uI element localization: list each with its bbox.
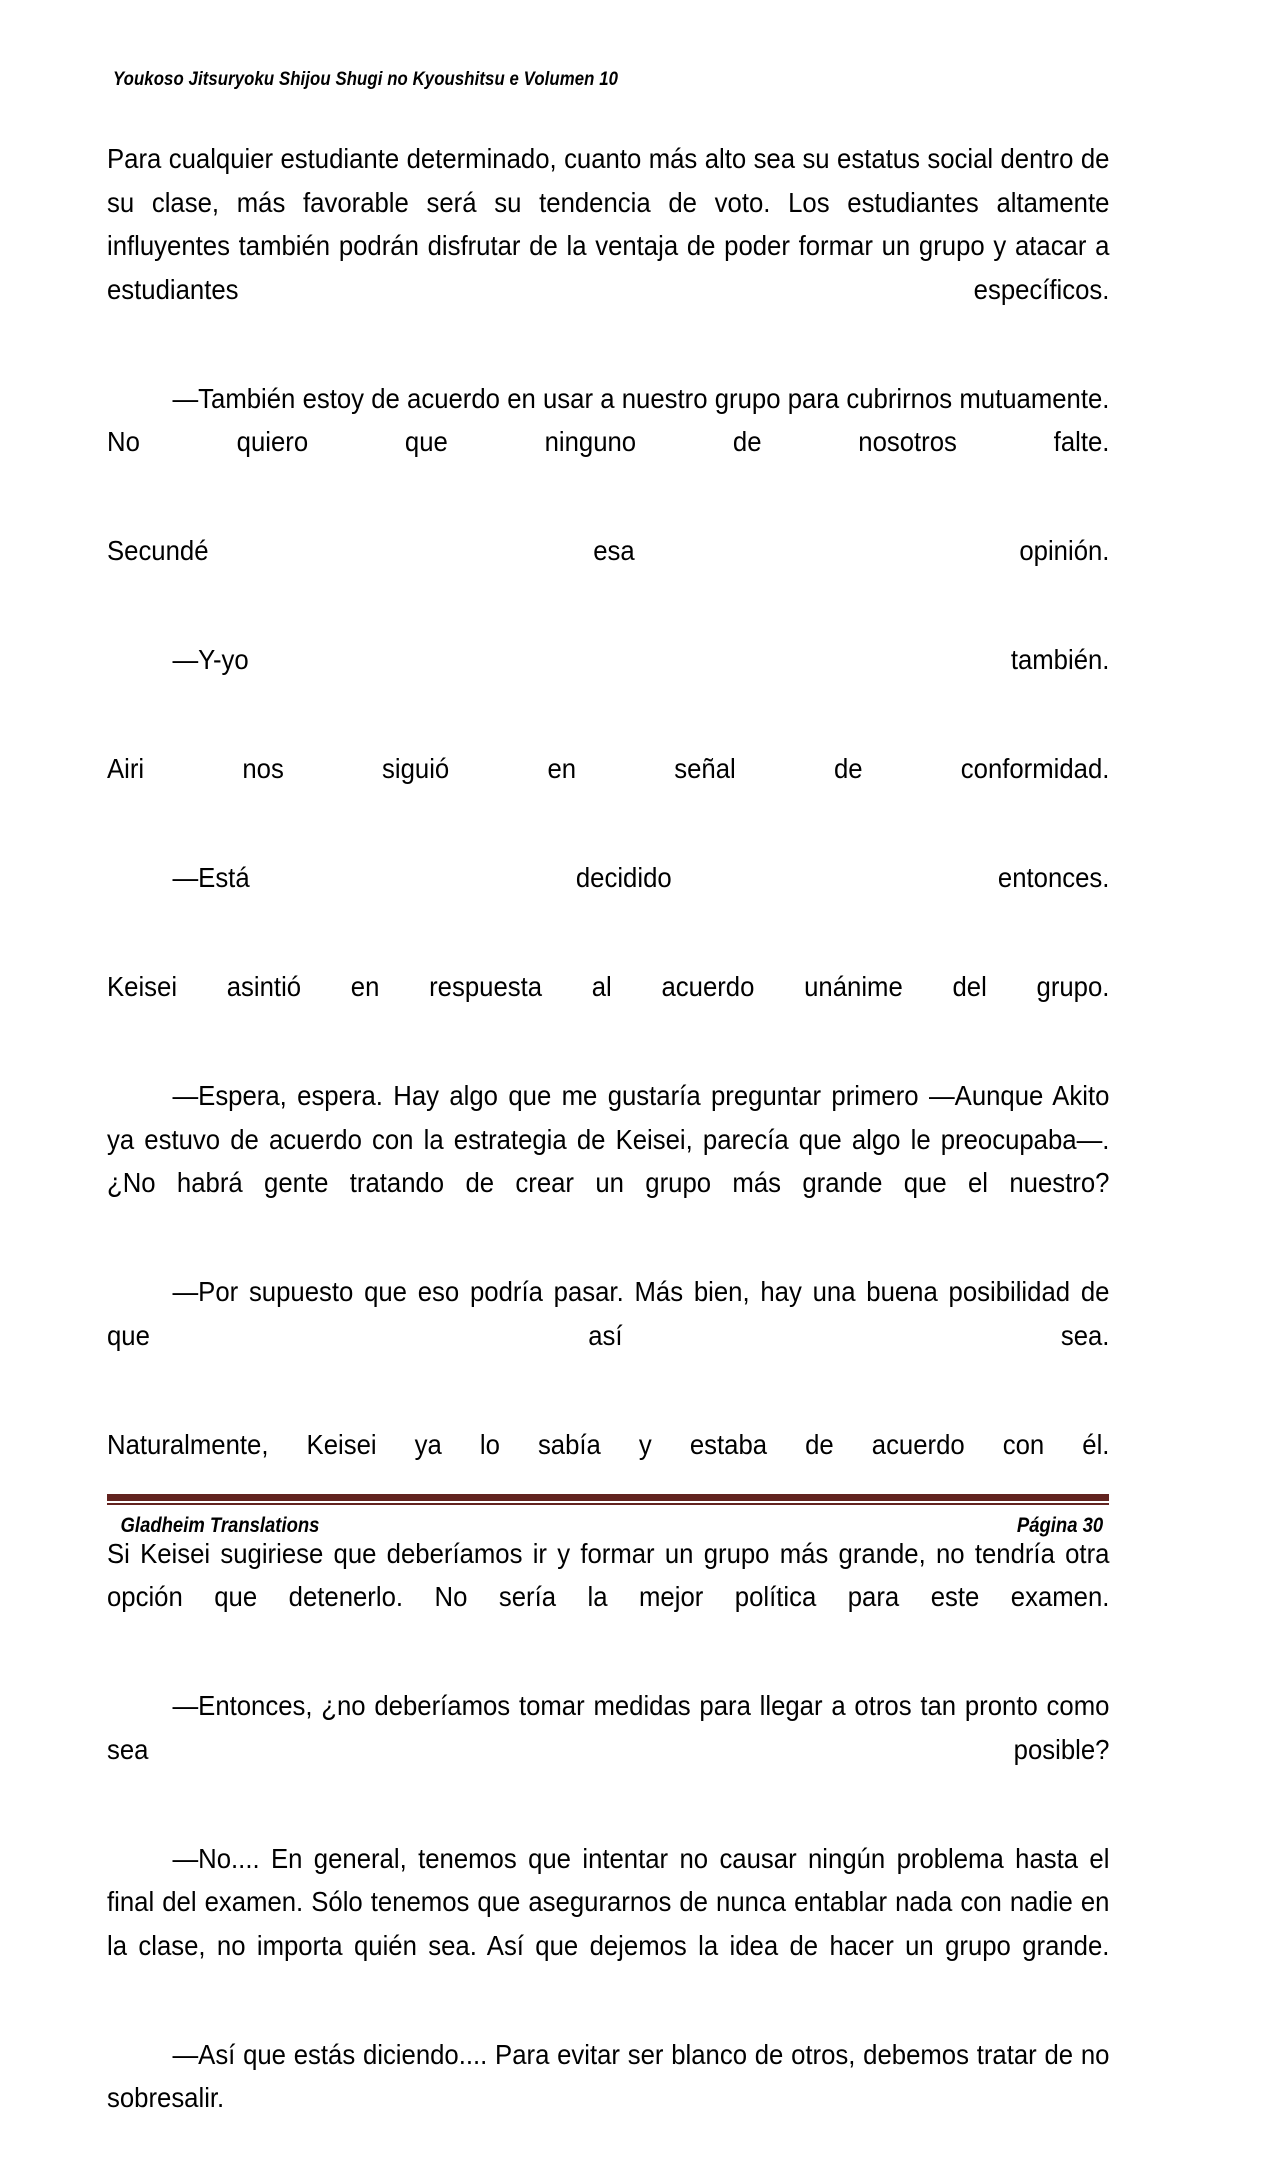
narration-paragraph: Keisei asintió en respuesta al acuerdo unánime del grupo. xyxy=(107,965,1109,1052)
narration-paragraph: Para cualquier estudiante determinado, cuanto más alto sea su estatus social dentro de su clase, más favorable será su tendencia de voto. Los estudiantes altamente influyentes también podrán disfrutar de la ventaja de poder formar un grupo y atacar a estudiantes específicos. xyxy=(107,137,1109,355)
footer-credit: Gladheim Translations xyxy=(121,1514,320,1538)
narration-paragraph: Naturalmente, Keisei ya lo sabía y estaba de acuerdo con él. xyxy=(107,1423,1109,1510)
dialogue-paragraph: —No.... En general, tenemos que intentar no causar ningún problema hasta el final del examen. Sólo tenemos que asegurarnos de nunca entablar nada con nadie en la clase, no importa quién sea. Así que dejemos la idea de hacer un grupo grande. xyxy=(107,1837,1109,2011)
narration-paragraph: Si Keisei sugiriese que deberíamos ir y formar un grupo más grande, no tendría otra opción que detenerlo. No sería la mejor política para este examen. xyxy=(107,1532,1109,1663)
narration-paragraph: Secundé esa opinión. xyxy=(107,529,1109,616)
footer-rule-thick xyxy=(107,1494,1109,1501)
dialogue-paragraph: —Por supuesto que eso podría pasar. Más bien, hay una buena posibilidad de que así sea. xyxy=(107,1270,1109,1401)
page-footer xyxy=(107,1494,1109,1538)
dialogue-paragraph: —Y-yo también. xyxy=(107,638,1109,725)
dialogue-paragraph: —También estoy de acuerdo en usar a nuestro grupo para cubrirnos mutuamente. No quiero que ninguno de nosotros falte. xyxy=(107,377,1109,508)
narration-paragraph: Airi nos siguió en señal de conformidad. xyxy=(107,747,1109,834)
body-text-column xyxy=(107,137,1109,2163)
footer-page-number: Página 30 xyxy=(1017,1514,1103,1538)
dialogue-paragraph: —Así que estás diciendo.... Para evitar ser blanco de otros, debemos tratar de no sobresalir. xyxy=(107,2033,1109,2163)
running-header-title: Youkoso Jitsuryoku Shijou Shugi no Kyoushitsu e Volumen 10 xyxy=(113,68,973,91)
dialogue-paragraph: —Entonces, ¿no deberíamos tomar medidas para llegar a otros tan pronto como sea posible? xyxy=(107,1684,1109,1815)
dialogue-paragraph: —Está decidido entonces. xyxy=(107,856,1109,943)
footer-rule-thin xyxy=(107,1503,1109,1505)
footer-row xyxy=(107,1514,1109,1538)
dialogue-paragraph: —Espera, espera. Hay algo que me gustaría preguntar primero —Aunque Akito ya estuvo de acuerdo con la estrategia de Keisei, parecía que algo le preocupaba—. ¿No habrá gente tratando de crear un grupo más grande que el nuestro? xyxy=(107,1074,1109,1248)
